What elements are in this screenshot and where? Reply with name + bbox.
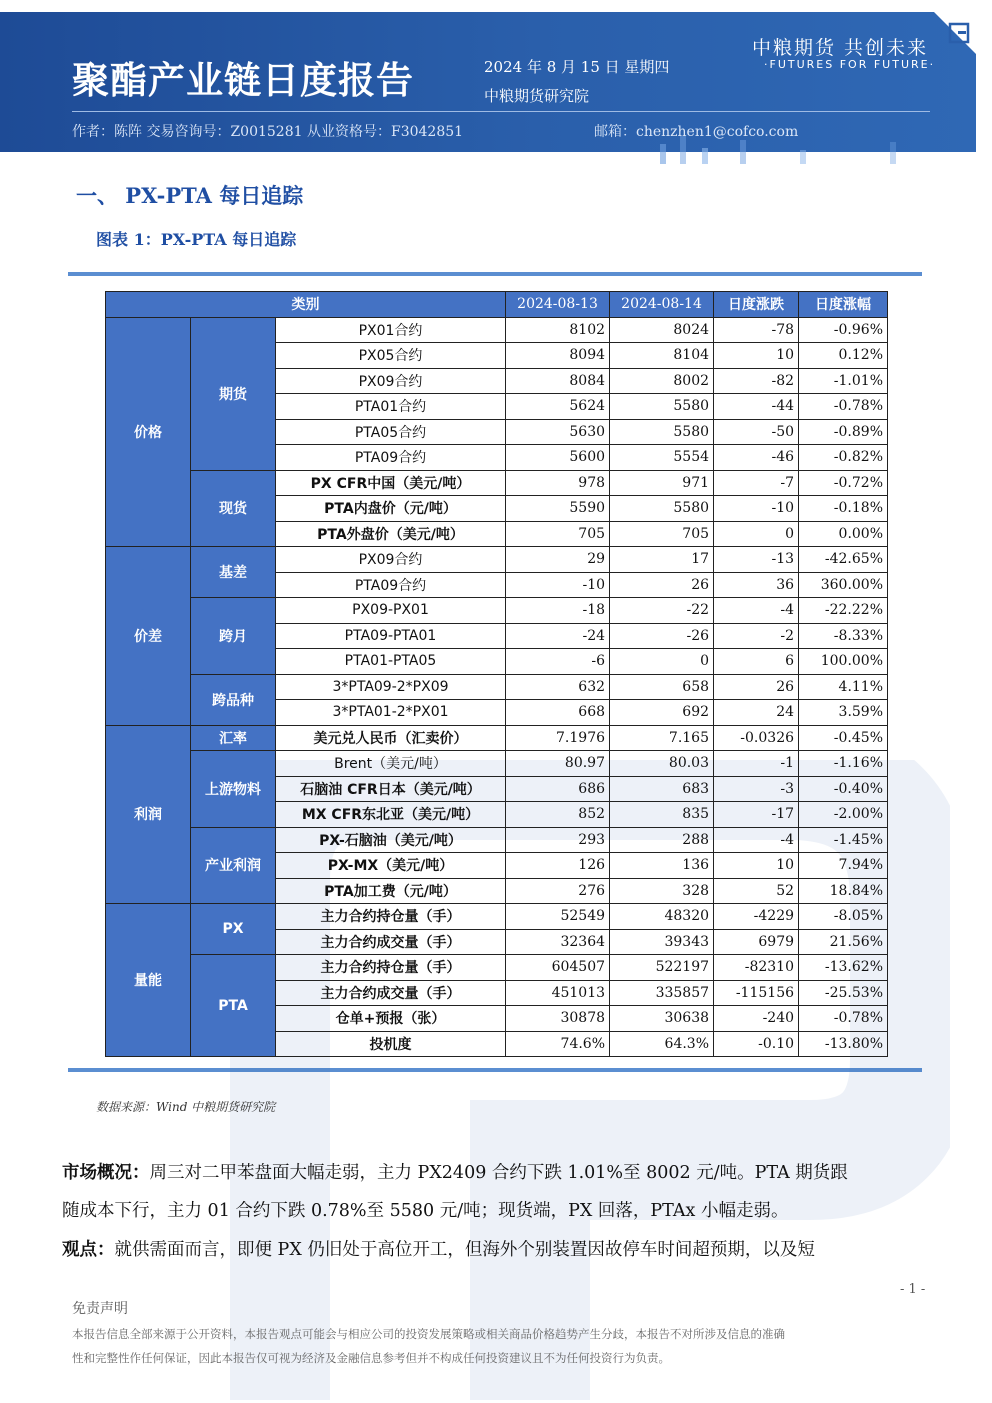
page-number: - 1 - (900, 1282, 926, 1297)
row-value-d2: 288 (610, 827, 714, 853)
row-item: PTA内盘价（元/吨） (276, 496, 506, 522)
subgroup-label: PX (191, 904, 276, 955)
row-value-d2: 705 (610, 521, 714, 547)
row-value-d1: 5590 (506, 496, 610, 522)
row-pct: 21.56% (799, 929, 888, 955)
row-value-d1: 5630 (506, 419, 610, 445)
row-item: 主力合约成交量（手） (276, 980, 506, 1006)
subgroup-label: 基差 (191, 547, 276, 598)
row-value-d2: 7.165 (610, 725, 714, 751)
market-overview-line-1 (62, 1163, 932, 1183)
row-change: -7 (714, 470, 799, 496)
row-pct: -0.45% (799, 725, 888, 751)
row-pct: -2.00% (799, 802, 888, 828)
row-value-d1: 276 (506, 878, 610, 904)
row-value-d2: 64.3% (610, 1031, 714, 1057)
row-item: PTA01合约 (276, 394, 506, 420)
row-pct: -1.01% (799, 368, 888, 394)
row-value-d2: 971 (610, 470, 714, 496)
row-value-d1: 8084 (506, 368, 610, 394)
disclaimer-text (72, 1322, 934, 1370)
row-item: 美元兑人民币（汇卖价） (276, 725, 506, 751)
row-change: 6979 (714, 929, 799, 955)
market-overview-label: 市场概况： (62, 1163, 150, 1183)
row-pct: 18.84% (799, 878, 888, 904)
table-row (106, 725, 888, 751)
row-value-d1: 7.1976 (506, 725, 610, 751)
row-pct: -0.78% (799, 394, 888, 420)
row-pct: -0.78% (799, 1006, 888, 1032)
row-item: PTA01-PTA05 (276, 649, 506, 675)
row-value-d1: 30878 (506, 1006, 610, 1032)
header-category: 类别 (106, 292, 506, 318)
header-daily-pct: 日度涨幅 (799, 292, 888, 318)
row-change: 0 (714, 521, 799, 547)
row-change: 10 (714, 853, 799, 879)
row-change: -3 (714, 776, 799, 802)
row-item: PX-MX（美元/吨） (276, 853, 506, 879)
row-item: PTA09-PTA01 (276, 623, 506, 649)
row-value-d1: -6 (506, 649, 610, 675)
row-value-d2: 5554 (610, 445, 714, 471)
table-row (106, 317, 888, 343)
row-item: 主力合约持仓量（手） (276, 955, 506, 981)
row-value-d2: 328 (610, 878, 714, 904)
market-overview-text-1: 周三对二甲苯盘面大幅走弱，主力 PX2409 合约下跌 1.01%至 8002 元/吨。PTA 期货跟 (149, 1163, 848, 1183)
row-value-d1: 74.6% (506, 1031, 610, 1057)
row-change: -82 (714, 368, 799, 394)
row-item: PTA05合约 (276, 419, 506, 445)
table-row (106, 547, 888, 573)
subgroup-label: PTA (191, 955, 276, 1057)
row-item: 仓单+预报（张） (276, 1006, 506, 1032)
row-change: -13 (714, 547, 799, 573)
row-value-d2: 136 (610, 853, 714, 879)
row-value-d2: 8002 (610, 368, 714, 394)
row-item: Brent（美元/吨） (276, 751, 506, 777)
disclaimer-title: 免责声明 (72, 1301, 128, 1317)
subgroup-label: 产业利润 (191, 827, 276, 904)
row-item: PX-石脑油（美元/吨） (276, 827, 506, 853)
row-value-d1: 632 (506, 674, 610, 700)
row-item: 石脑油 CFR日本（美元/吨） (276, 776, 506, 802)
header-divider (72, 111, 930, 112)
row-value-d2: 5580 (610, 496, 714, 522)
row-pct: 4.11% (799, 674, 888, 700)
row-value-d2: 39343 (610, 929, 714, 955)
group-label: 价差 (106, 547, 191, 726)
row-pct: -8.05% (799, 904, 888, 930)
row-pct: -0.18% (799, 496, 888, 522)
table-row (106, 470, 888, 496)
subgroup-label: 跨月 (191, 598, 276, 675)
row-value-d2: 26 (610, 572, 714, 598)
disclaimer-line-2: 性和完整性作任何保证，因此本报告仅可视为经济及金融信息参考但并不构成任何投资建议且不为任何投资行为负责。 (72, 1351, 670, 1365)
row-value-d2: 683 (610, 776, 714, 802)
row-change: -50 (714, 419, 799, 445)
brand-slogan: 中粮期货 共创未来 (752, 37, 929, 59)
row-pct: 100.00% (799, 649, 888, 675)
row-value-d1: 705 (506, 521, 610, 547)
row-value-d2: 692 (610, 700, 714, 726)
table-row (106, 751, 888, 777)
row-change: -1 (714, 751, 799, 777)
row-value-d1: 5600 (506, 445, 610, 471)
row-pct: 3.59% (799, 700, 888, 726)
author-line: 作者：陈阵 交易咨询号：Z0015281 从业资格号：F3042851 (72, 124, 464, 140)
row-change: 36 (714, 572, 799, 598)
row-value-d1: 293 (506, 827, 610, 853)
row-value-d2: 30638 (610, 1006, 714, 1032)
brand-sub-slogan: ·FUTURES FOR FUTURE· (764, 58, 936, 71)
row-value-d1: -24 (506, 623, 610, 649)
row-item: PX09合约 (276, 547, 506, 573)
row-item: PTA加工费（元/吨） (276, 878, 506, 904)
row-value-d2: 658 (610, 674, 714, 700)
row-item: PX09-PX01 (276, 598, 506, 624)
row-value-d1: 8102 (506, 317, 610, 343)
header-date-1: 2024-08-13 (506, 292, 610, 318)
row-change: -17 (714, 802, 799, 828)
row-change: -4 (714, 598, 799, 624)
row-value-d1: 978 (506, 470, 610, 496)
row-value-d2: 5580 (610, 419, 714, 445)
row-value-d2: 80.03 (610, 751, 714, 777)
row-pct: -25.53% (799, 980, 888, 1006)
row-value-d1: -18 (506, 598, 610, 624)
row-pct: -13.62% (799, 955, 888, 981)
row-pct: 360.00% (799, 572, 888, 598)
subgroup-label: 跨品种 (191, 674, 276, 725)
row-value-d2: 835 (610, 802, 714, 828)
row-change: -44 (714, 394, 799, 420)
table-row (106, 598, 888, 624)
disclaimer-line-1: 本报告信息全部来源于公开资料，本报告观点可能会与相应公司的投资发展策略或相关商品价格趋势产生分歧，本报告不对所涉及信息的准确 (72, 1327, 785, 1341)
table-header-row (106, 292, 888, 318)
row-pct: -22.22% (799, 598, 888, 624)
row-value-d2: 17 (610, 547, 714, 573)
row-value-d2: 335857 (610, 980, 714, 1006)
row-value-d2: -22 (610, 598, 714, 624)
row-change: 52 (714, 878, 799, 904)
row-pct: 0.00% (799, 521, 888, 547)
table-top-rule (68, 272, 922, 276)
subgroup-label: 现货 (191, 470, 276, 547)
header-daily-change: 日度涨跌 (714, 292, 799, 318)
row-item: 3*PTA01-2*PX01 (276, 700, 506, 726)
row-change: -46 (714, 445, 799, 471)
row-change: -78 (714, 317, 799, 343)
group-label: 价格 (106, 317, 191, 547)
row-value-d2: 5580 (610, 394, 714, 420)
row-change: 26 (714, 674, 799, 700)
row-value-d2: 0 (610, 649, 714, 675)
row-value-d1: 451013 (506, 980, 610, 1006)
row-value-d1: 29 (506, 547, 610, 573)
row-item: PX CFR中国（美元/吨） (276, 470, 506, 496)
row-pct: -0.82% (799, 445, 888, 471)
table-row (106, 904, 888, 930)
table-row (106, 827, 888, 853)
row-pct: -8.33% (799, 623, 888, 649)
report-title: 聚酯产业链日度报告 (72, 59, 414, 102)
group-label: 利润 (106, 725, 191, 904)
row-value-d1: 52549 (506, 904, 610, 930)
row-value-d1: 668 (506, 700, 610, 726)
row-item: PTA09合约 (276, 572, 506, 598)
row-pct: -1.45% (799, 827, 888, 853)
report-institute: 中粮期货研究院 (484, 87, 590, 105)
row-item: PTA09合约 (276, 445, 506, 471)
view-text-1: 就供需面而言，即便 PX 仍旧处于高位开工，但海外个别装置因故停车时间超预期，以及短 (114, 1240, 815, 1260)
data-source: 数据来源：Wind 中粮期货研究院 (96, 1100, 276, 1114)
row-value-d1: 126 (506, 853, 610, 879)
row-value-d1: 686 (506, 776, 610, 802)
row-pct: -13.80% (799, 1031, 888, 1057)
row-value-d2: 48320 (610, 904, 714, 930)
view-label: 观点： (62, 1240, 115, 1260)
row-pct: -0.72% (799, 470, 888, 496)
row-change: -4229 (714, 904, 799, 930)
row-change: -115156 (714, 980, 799, 1006)
header-date-2: 2024-08-14 (610, 292, 714, 318)
row-pct: -0.40% (799, 776, 888, 802)
row-value-d1: 80.97 (506, 751, 610, 777)
view-line-1 (62, 1240, 932, 1260)
author-email: 邮箱：chenzhen1@cofco.com (594, 124, 799, 140)
row-pct: 0.12% (799, 343, 888, 369)
table-row (106, 955, 888, 981)
subgroup-label: 期货 (191, 317, 276, 470)
table-row (106, 674, 888, 700)
row-value-d2: 8104 (610, 343, 714, 369)
figure-title: 图表 1：PX-PTA 每日追踪 (96, 230, 297, 249)
row-item: PX09合约 (276, 368, 506, 394)
row-value-d1: -10 (506, 572, 610, 598)
row-value-d1: 5624 (506, 394, 610, 420)
row-change: 24 (714, 700, 799, 726)
row-change: -4 (714, 827, 799, 853)
row-value-d1: 32364 (506, 929, 610, 955)
row-item: MX CFR东北亚（美元/吨） (276, 802, 506, 828)
row-value-d1: 852 (506, 802, 610, 828)
row-pct: -42.65% (799, 547, 888, 573)
row-change: -82310 (714, 955, 799, 981)
row-item: 投机度 (276, 1031, 506, 1057)
subgroup-label: 汇率 (191, 725, 276, 751)
row-value-d2: -26 (610, 623, 714, 649)
row-change: -0.0326 (714, 725, 799, 751)
row-pct: -0.96% (799, 317, 888, 343)
row-change: 10 (714, 343, 799, 369)
row-change: 6 (714, 649, 799, 675)
subgroup-label: 上游物料 (191, 751, 276, 828)
row-item: PTA外盘价（美元/吨） (276, 521, 506, 547)
row-value-d1: 8094 (506, 343, 610, 369)
section-title: 一、 PX-PTA 每日追踪 (76, 183, 304, 208)
row-value-d2: 522197 (610, 955, 714, 981)
row-item: 3*PTA09-2*PX09 (276, 674, 506, 700)
row-change: -0.10 (714, 1031, 799, 1057)
row-change: -240 (714, 1006, 799, 1032)
row-pct: -1.16% (799, 751, 888, 777)
report-date: 2024 年 8 月 15 日 星期四 (484, 58, 670, 76)
group-label: 量能 (106, 904, 191, 1057)
row-value-d1: 604507 (506, 955, 610, 981)
row-pct: 7.94% (799, 853, 888, 879)
row-item: 主力合约持仓量（手） (276, 904, 506, 930)
cofco-logo-icon (948, 22, 970, 44)
row-pct: -0.89% (799, 419, 888, 445)
row-change: -10 (714, 496, 799, 522)
market-overview-line-2: 随成本下行，主力 01 合约下跌 0.78%至 5580 元/吨；现货端，PX 回落，PTAx 小幅走弱。 (62, 1201, 789, 1221)
row-value-d2: 8024 (610, 317, 714, 343)
row-item: 主力合约成交量（手） (276, 929, 506, 955)
px-pta-tracking-table (105, 291, 888, 1057)
row-item: PX01合约 (276, 317, 506, 343)
row-item: PX05合约 (276, 343, 506, 369)
row-change: -2 (714, 623, 799, 649)
